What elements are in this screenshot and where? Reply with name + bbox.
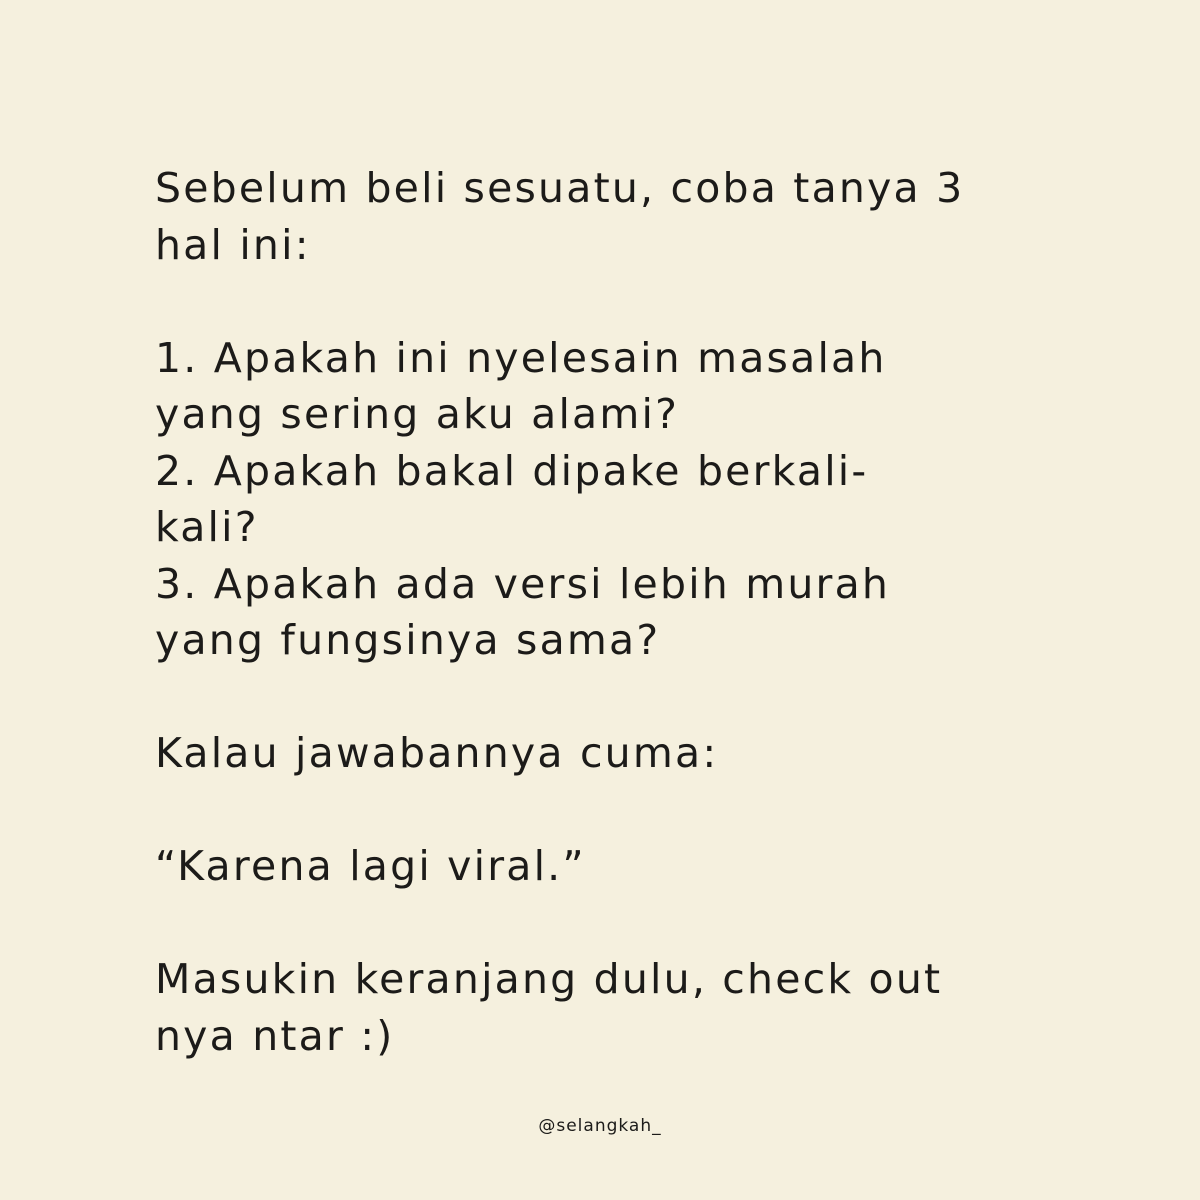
quote-line: “Karena lagi viral.” [155,842,586,890]
spacer [155,273,1135,330]
closing-line-1: Masukin keranjang dulu, check out [155,955,943,1003]
question-2-line-2: kali? [155,503,259,551]
spacer [155,782,1135,839]
question-1-line-2: yang sering aku alami? [155,390,680,438]
question-1-line-1: 1. Apakah ini nyelesain masalah [155,333,887,382]
question-3-line-1: 3. Apakah ada versi lebih murah [155,559,891,608]
intro-line-2: hal ini: [155,220,311,269]
question-2-line-1: 2. Apakah bakal dipake berkali- [155,446,869,495]
post-text-block [155,160,1135,1064]
account-handle: @selangkah_ [538,1116,662,1136]
question-3-line-2: yang fungsinya sama? [155,616,661,664]
spacer [155,669,1135,726]
spacer [155,895,1135,952]
answer-intro-line: Kalau jawabannya cuma: [155,729,719,777]
closing-line-2: nya ntar :) [155,1011,395,1060]
intro-line-1: Sebelum beli sesuatu, coba tanya 3 [155,164,965,212]
